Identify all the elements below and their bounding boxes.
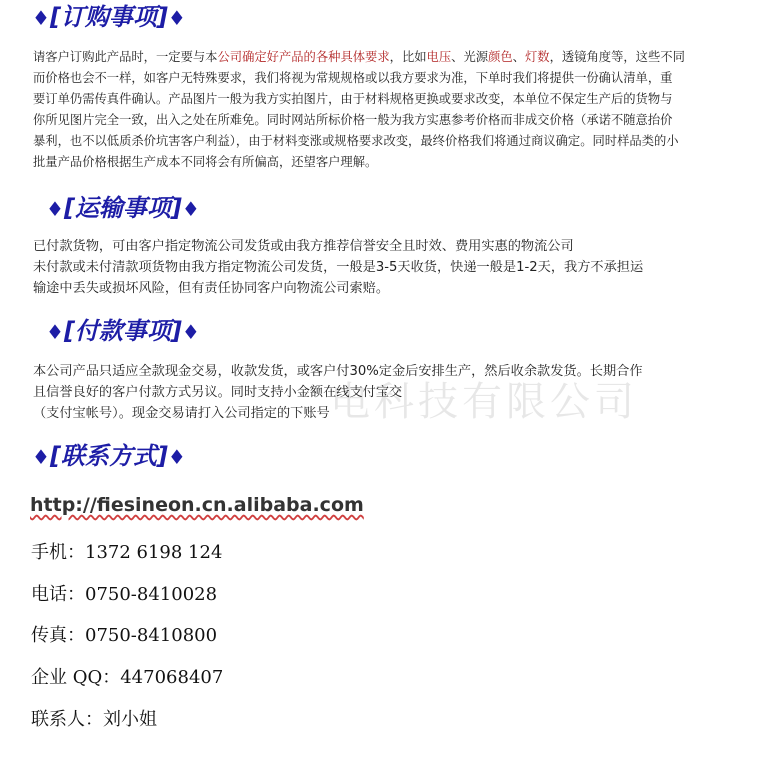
shipping-line: 已付款货物，可由客户指定物流公司发货或由我方推荐信誉安全且时效、费用实惠的物流公司	[33, 239, 574, 254]
order-text: ，透镜角度等，这些不同	[549, 50, 685, 64]
order-line	[33, 89, 763, 110]
payment-line: 本公司产品只适应全款现金交易，收款发货，或客户付30%定金后安排生产，然后收余款发货。长期合作	[33, 364, 643, 379]
order-line	[33, 110, 763, 131]
heading-contact-title: [联系方式]	[49, 442, 168, 470]
order-text: ，比如	[389, 50, 427, 64]
order-text: 、	[512, 50, 525, 64]
order-line	[33, 131, 763, 152]
shipping-line: 输途中丢失或损坏风险，但有责任协同客户向物流公司索赔。	[33, 281, 390, 296]
payment-line: （支付宝帐号）。现金交易请打入公司指定的下账号	[33, 406, 330, 421]
order-line	[33, 152, 763, 173]
contact-fax: 传真：0750-8410800	[31, 625, 218, 646]
heading-shipping	[46, 193, 200, 224]
order-text: 你所见图片完全一致，出入之处在所难免。同时网站所标价格一般为我方实惠参考价格而非成交价格（承诺不随意抬价	[33, 113, 673, 127]
payment-paragraph	[33, 361, 763, 424]
order-paragraph	[33, 47, 763, 173]
contact-person: 联系人：刘小姐	[31, 709, 157, 730]
order-text: 暴利，也不以低质杀价坑害客户利益），由于材料变涨或规格要求改变，最终价格我们将通过商议确定。同时样品类的小	[33, 134, 679, 148]
order-line	[33, 47, 763, 68]
shipping-line: 未付款或未付清款项货物由我方指定物流公司发货，一般是3-5天收货，快递一般是1-2天，我方不承担运	[33, 260, 644, 275]
order-text: 批量产品价格根据生产成本不同将会有所偏高，还望客户理解。	[33, 155, 378, 169]
diamond-icon: ♦	[46, 197, 64, 221]
order-highlight: 电压	[426, 50, 452, 64]
order-highlight: 颜色	[488, 50, 513, 64]
order-text: 要订单仍需传真件确认。产品图片一般为我方实拍图片，由于材料规格更换或要求改变，本单位不保定生产后的货物与	[33, 92, 673, 106]
heading-order	[32, 2, 186, 33]
contact-tel: 电话：0750-8410028	[31, 584, 218, 605]
heading-payment-title: [付款事项]	[63, 317, 182, 345]
contact-phone: 手机：1372 6198 124	[31, 542, 223, 563]
diamond-icon: ♦	[32, 445, 50, 469]
shipping-paragraph	[33, 236, 763, 299]
diamond-icon: ♦	[181, 320, 200, 344]
order-text: 、光源	[451, 50, 489, 64]
diamond-icon: ♦	[32, 6, 50, 30]
website-link[interactable]: http://fiesineon.cn.alibaba.com	[30, 494, 364, 516]
order-highlight: 公司确定好产品的各种具体要求	[217, 50, 390, 64]
heading-order-title: [订购事项]	[49, 3, 168, 31]
order-line	[33, 68, 763, 89]
diamond-icon: ♦	[167, 6, 186, 30]
order-text: 而价格也会不一样，如客户无特殊要求，我们将视为常规规格或以我方要求为准，下单时我们将提供一份确认清单，重	[33, 71, 673, 85]
heading-payment	[46, 316, 200, 347]
diamond-icon: ♦	[167, 445, 186, 469]
payment-line: 且信誉良好的客户付款方式另议。同时支持小金额在线支付宝交	[33, 385, 403, 400]
watermark: 电科技有限公司	[330, 379, 638, 425]
heading-contact	[32, 441, 186, 472]
order-highlight: 灯数	[524, 50, 550, 64]
heading-shipping-title: [运输事项]	[63, 194, 182, 222]
diamond-icon: ♦	[46, 320, 64, 344]
diamond-icon: ♦	[181, 197, 200, 221]
contact-qq: 企业 QQ：447068407	[31, 667, 224, 688]
order-text: 请客户订购此产品时，一定要与本	[33, 50, 218, 64]
